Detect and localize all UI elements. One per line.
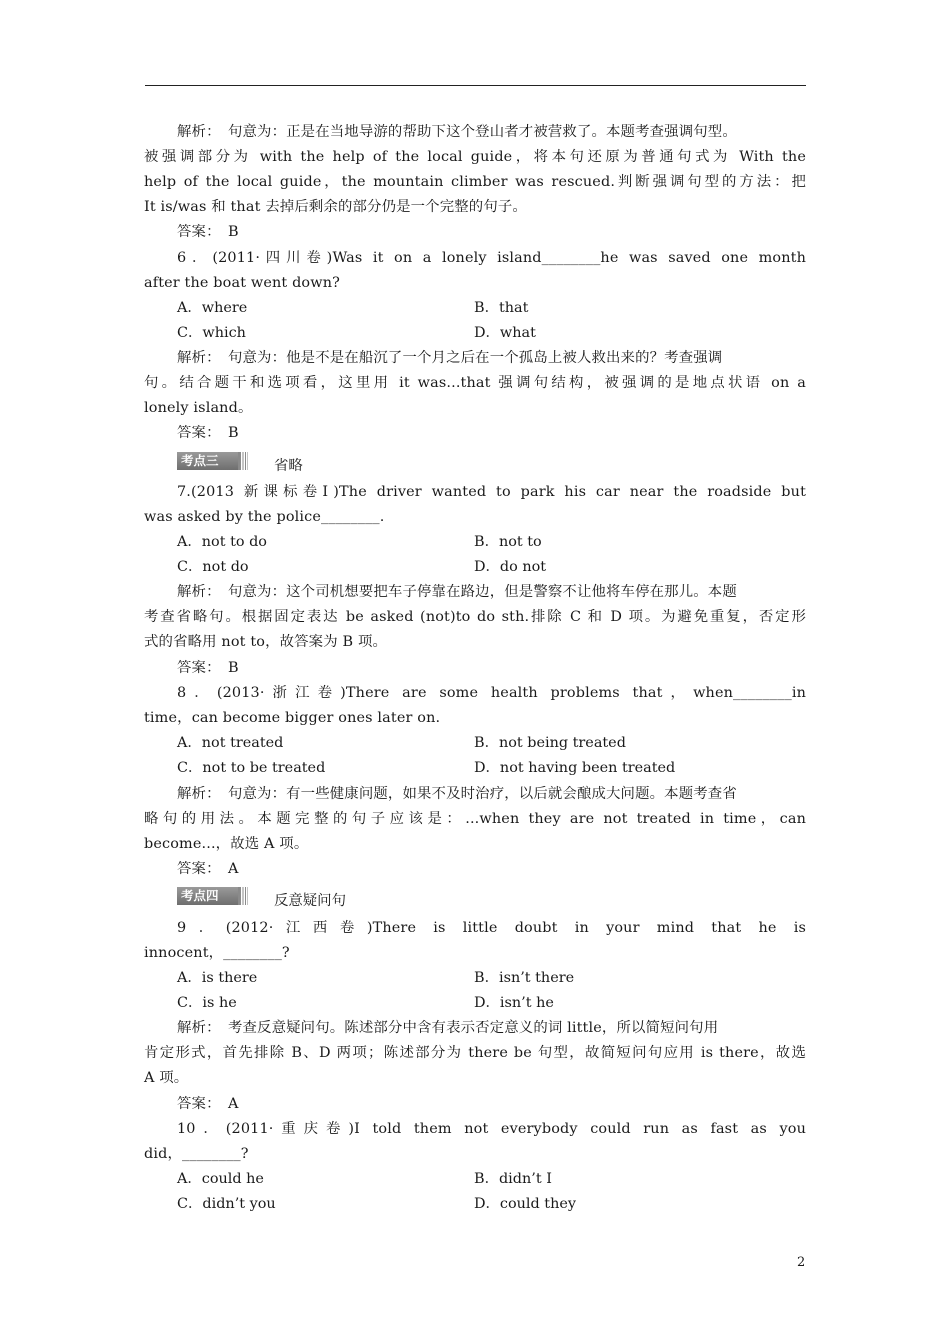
- option-9d: D．isn’t he: [474, 995, 554, 1011]
- option-6a: A．where: [177, 300, 248, 316]
- section-badge-4-label: 考点四: [181, 888, 219, 903]
- page-number: 2: [797, 1255, 806, 1270]
- option-8c: C．not to be treated: [177, 760, 326, 776]
- explanation-5-line-2: 被强调部分为 with the help of the local guide，将本句还原为普通句式为 With the: [144, 149, 806, 165]
- option-6b: B．that: [474, 300, 529, 316]
- option-8b: B．not being treated: [474, 735, 626, 751]
- option-6d: D．what: [474, 325, 536, 341]
- explanation-8-line-2: 略句的用法。本题完整的句子应该是：...when they are not treated in time，can: [144, 811, 806, 827]
- answer-9: 答案： A: [177, 1096, 239, 1112]
- explanation-6-line-2: 句。结合题干和选项看，这里用 it was...that 强调句结构，被强调的是地点状语 on a: [144, 375, 806, 391]
- explanation-7-line-2: 考查省略句。根据固定表达 be asked (not)to do sth.排除 C 和 D 项。为避免重复，否定形: [144, 609, 806, 625]
- answer-8: 答案： A: [177, 861, 239, 877]
- option-7c: C．not do: [177, 559, 249, 575]
- section-title-3: 省略: [274, 458, 303, 474]
- explanation-5-line-3: help of the local guide，the mountain climber was rescued.判断强调句型的方法：把: [144, 174, 806, 190]
- question-7-line-1: 7.(2013 新课标卷Ⅰ)The driver wanted to park his car near the roadside but: [177, 484, 806, 500]
- option-10b: B．didn’t I: [474, 1171, 552, 1187]
- section-badge-4: [177, 887, 247, 905]
- option-9b: B．isn’t there: [474, 970, 575, 986]
- section-badge-3: [177, 452, 247, 470]
- answer-5: 答案： B: [177, 224, 239, 240]
- option-7b: B．not to: [474, 534, 542, 550]
- explanation-9-line-3: A 项。: [144, 1070, 189, 1086]
- option-10d: D．could they: [474, 1196, 577, 1212]
- option-9a: A．is there: [177, 970, 258, 986]
- question-7-line-2: was asked by the police________.: [144, 509, 385, 525]
- explanation-8-line-3: become...，故选 A 项。: [144, 836, 309, 852]
- option-7a: A．not to do: [177, 534, 267, 550]
- explanation-7-line-1: 解析： 句意为：这个司机想要把车子停靠在路边，但是警察不让他将车停在那儿。本题: [177, 584, 737, 600]
- option-10c: C．didn’t you: [177, 1196, 276, 1212]
- option-10a: A．could he: [177, 1171, 264, 1187]
- question-6-line-1: 6．(2011·四川卷)Was it on a lonely island________he was saved one month: [177, 250, 806, 266]
- answer-6: 答案： B: [177, 425, 239, 441]
- explanation-7-line-3: 式的省略用 not to，故答案为 B 项。: [144, 634, 388, 650]
- question-6-line-2: after the boat went down?: [144, 275, 340, 291]
- badge-stripes-icon: [238, 452, 248, 470]
- question-9-line-1: 9．(2012·江西卷)There is little doubt in your mind that he is: [177, 920, 806, 936]
- question-10-line-2: did，________?: [144, 1146, 249, 1162]
- section-title-4: 反意疑问句: [274, 893, 346, 909]
- explanation-5-line-4: It is/was 和 that 去掉后剩余的部分仍是一个完整的句子。: [144, 199, 527, 215]
- question-8-line-2: time，can become bigger ones later on.: [144, 710, 441, 726]
- answer-7: 答案： B: [177, 660, 239, 676]
- header-rule: [145, 85, 806, 86]
- option-8d: D．not having been treated: [474, 760, 676, 776]
- option-6c: C．which: [177, 325, 246, 341]
- question-9-line-2: innocent，________?: [144, 945, 290, 961]
- question-8-line-1: 8．(2013·浙江卷)There are some health problems that，when________in: [177, 685, 806, 701]
- option-9c: C．is he: [177, 995, 237, 1011]
- section-badge-3-label: 考点三: [181, 453, 219, 468]
- explanation-6-line-3: lonely island。: [144, 400, 253, 416]
- explanation-9-line-2: 肯定形式，首先排除 B、D 两项；陈述部分为 there be 句型，故简短问句应用 is there，故选: [144, 1045, 806, 1061]
- explanation-6-line-1: 解析： 句意为：他是不是在船沉了一个月之后在一个孤岛上被人救出来的？考查强调: [177, 350, 723, 366]
- question-10-line-1: 10．(2011·重庆卷)I told them not everybody could run as fast as you: [177, 1121, 806, 1137]
- option-7d: D．do not: [474, 559, 547, 575]
- explanation-9-line-1: 解析： 考查反意疑问句。陈述部分中含有表示否定意义的词 little，所以简短问句用: [177, 1020, 719, 1036]
- explanation-5-line-1: 解析： 句意为：正是在当地导游的帮助下这个登山者才被营救了。本题考查强调句型。: [177, 124, 737, 140]
- option-8a: A．not treated: [177, 735, 284, 751]
- explanation-8-line-1: 解析： 句意为：有一些健康问题，如果不及时治疗，以后就会酿成大问题。本题考查省: [177, 786, 737, 802]
- badge-stripes-icon: [238, 887, 248, 905]
